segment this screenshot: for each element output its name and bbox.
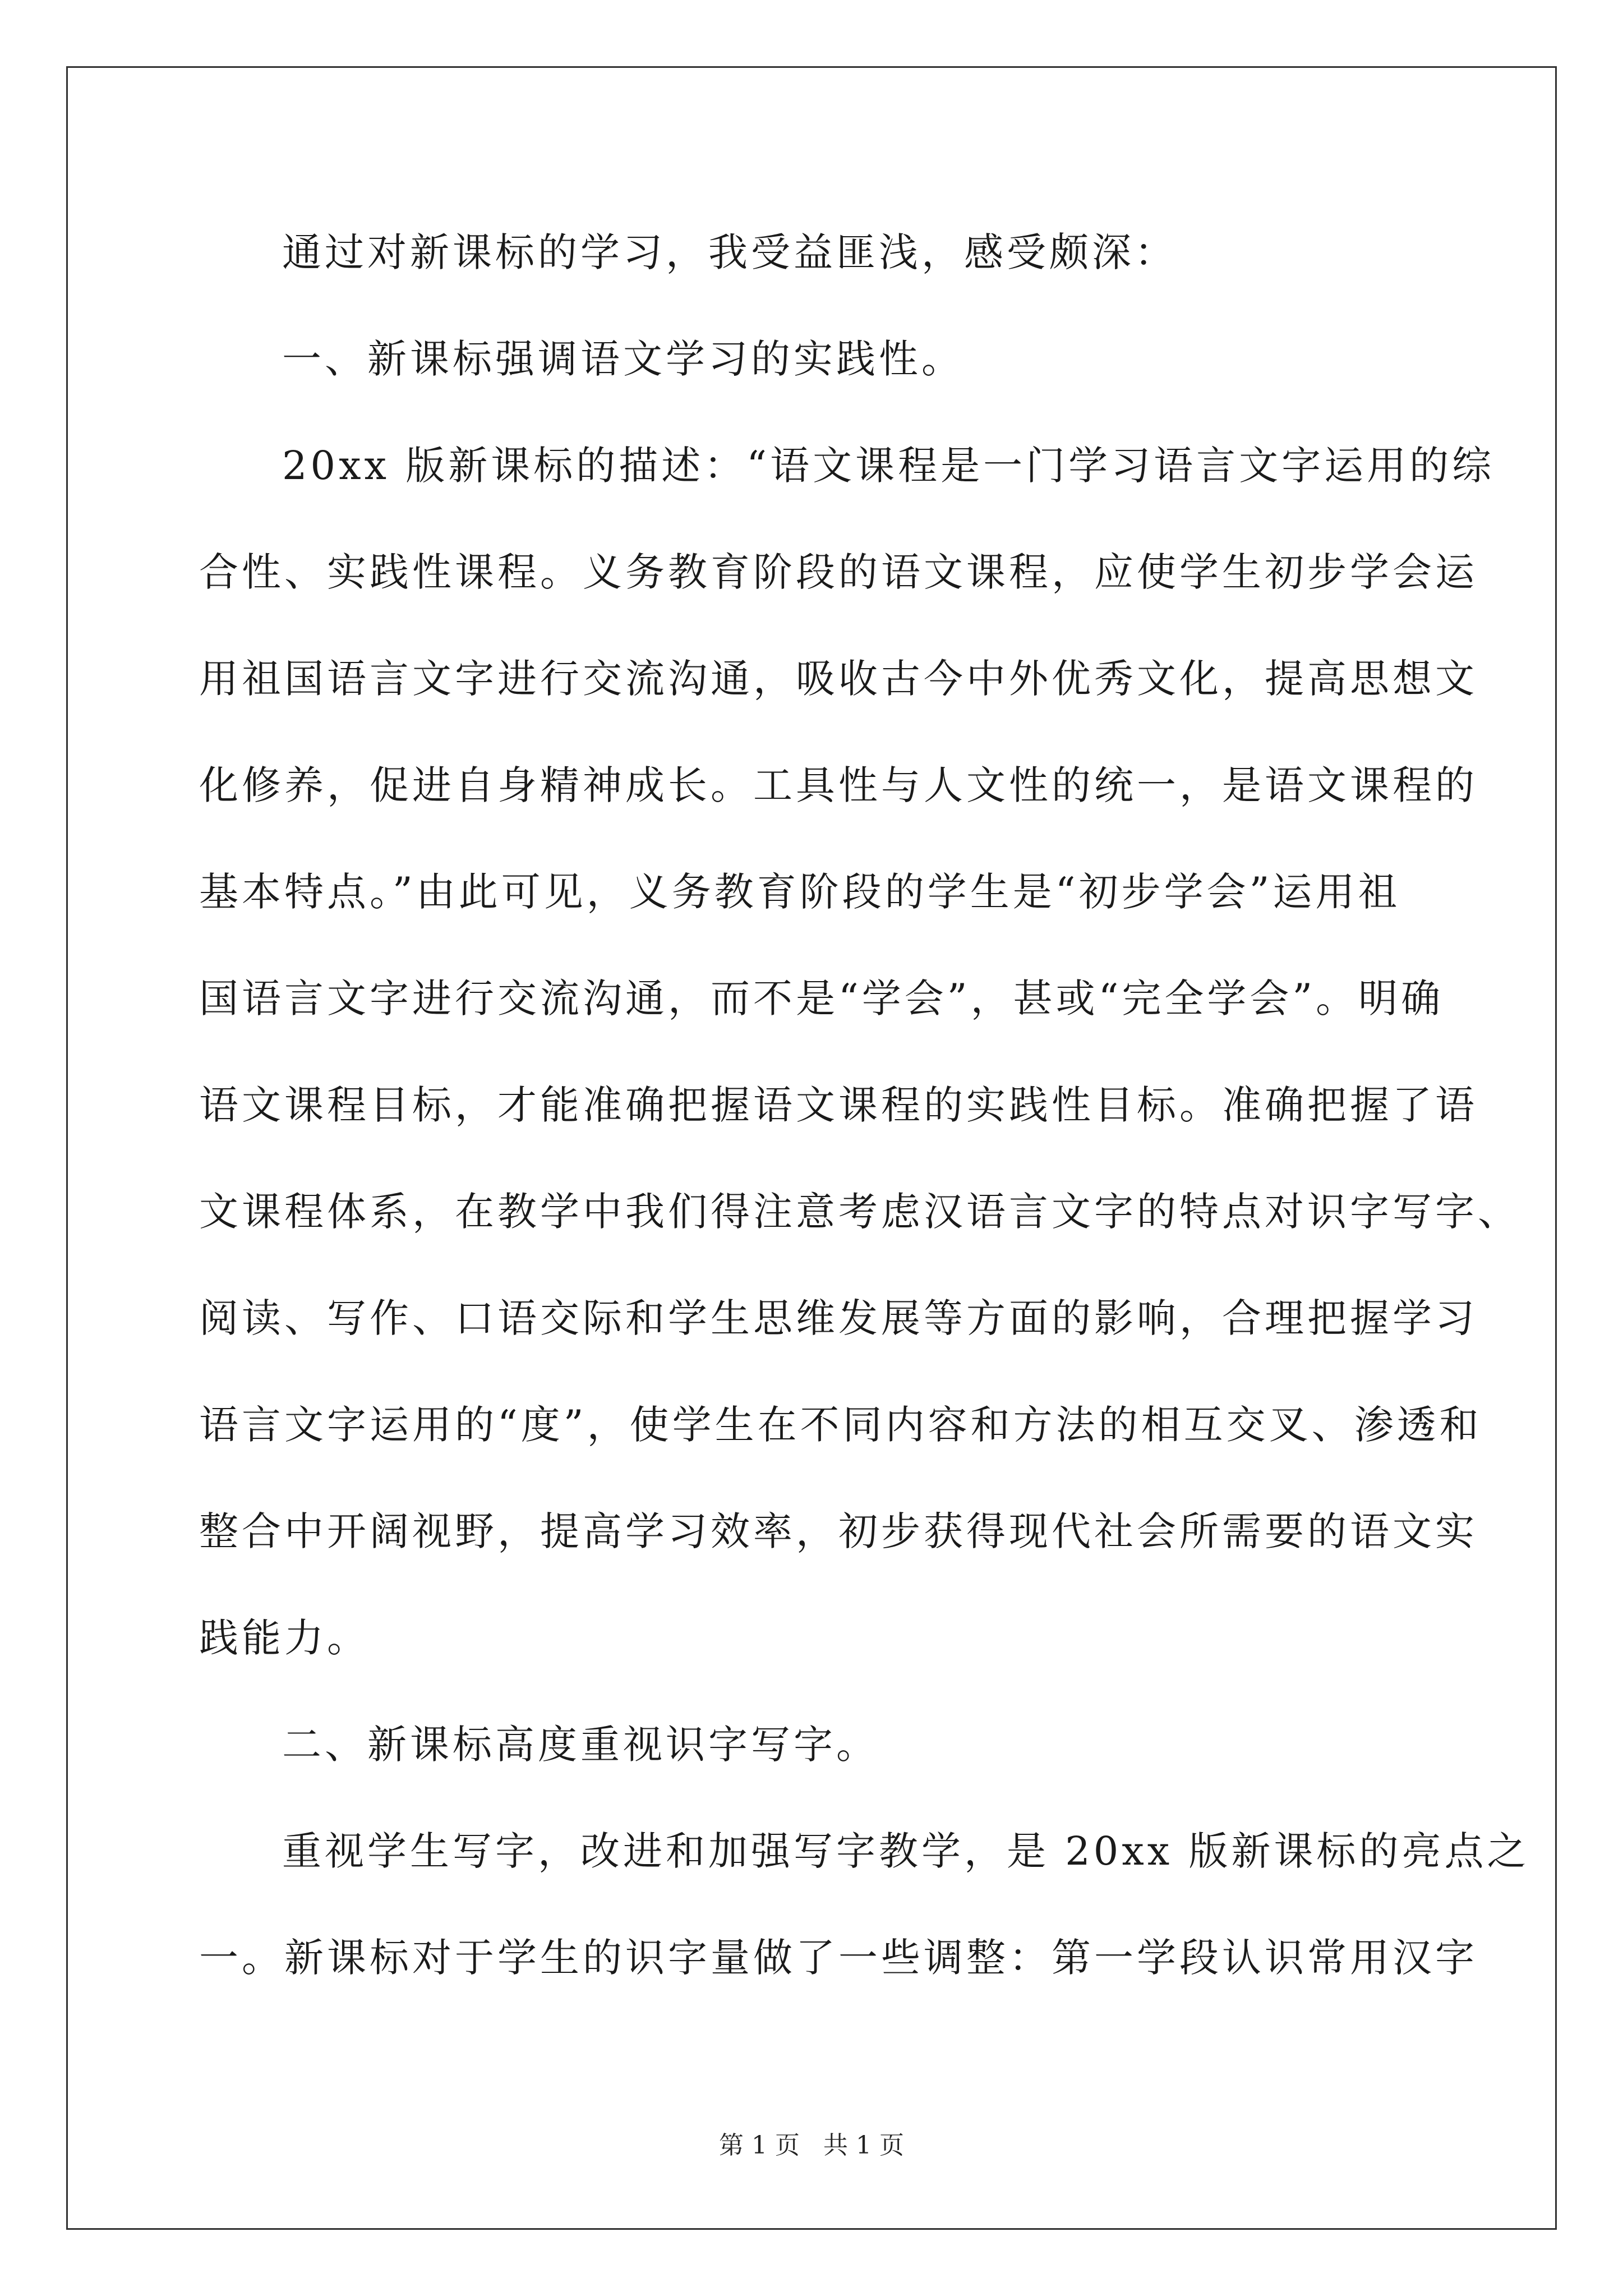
section-heading-1: 一、新课标强调语文学习的实践性。: [282, 336, 964, 382]
paragraph-line: 国语言文字进行交流沟通，而不是“学会”，甚或“完全学会”。明确: [199, 976, 1444, 1022]
paragraph-line: 语文课程目标，才能准确把握语文课程的实践性目标。准确把握了语: [199, 1082, 1478, 1128]
page-number: 第 1 页: [719, 2131, 800, 2160]
page-border: [66, 66, 1557, 2230]
paragraph-line: 重视学生写字，改进和加强写字教学，是 20xx 版新课标的亮点之: [282, 1828, 1530, 1874]
paragraph-line: 合性、实践性课程。义务教育阶段的语文课程，应使学生初步学会运: [199, 549, 1478, 595]
paragraph-line: 整合中开阔视野，提高学习效率，初步获得现代社会所需要的语文实: [199, 1508, 1478, 1554]
footer-spacer: [800, 2131, 823, 2160]
paragraph-line: 通过对新课标的学习，我受益匪浅，感受颇深：: [282, 229, 1177, 275]
paragraph-line: 文课程体系，在教学中我们得注意考虑汉语言文字的特点对识字写字、: [199, 1189, 1520, 1235]
section-heading-2: 二、新课标高度重视识字写字。: [282, 1722, 879, 1768]
paragraph-line: 20xx 版新课标的描述：“语文课程是一门学习语言文字运用的综: [282, 443, 1495, 489]
paragraph-line: 化修养，促进自身精神成长。工具性与人文性的统一，是语文课程的: [199, 762, 1478, 808]
total-pages: 共 1 页: [823, 2131, 904, 2160]
paragraph-line: 基本特点。”由此可见，义务教育阶段的学生是“初步学会”运用祖: [199, 869, 1401, 915]
paragraph-line: 语言文字运用的“度”，使学生在不同内容和方法的相互交叉、渗透和: [199, 1402, 1482, 1448]
paragraph-line: 用祖国语言文字进行交流沟通，吸收古今中外优秀文化，提高思想文: [199, 656, 1478, 702]
paragraph-line: 践能力。: [199, 1615, 370, 1661]
paragraph-line: 一。新课标对于学生的识字量做了一些调整：第一学段认识常用汉字: [199, 1935, 1478, 1981]
paragraph-line: 阅读、写作、口语交际和学生思维发展等方面的影响，合理把握学习: [199, 1295, 1478, 1341]
page-footer: [0, 2129, 1623, 2162]
